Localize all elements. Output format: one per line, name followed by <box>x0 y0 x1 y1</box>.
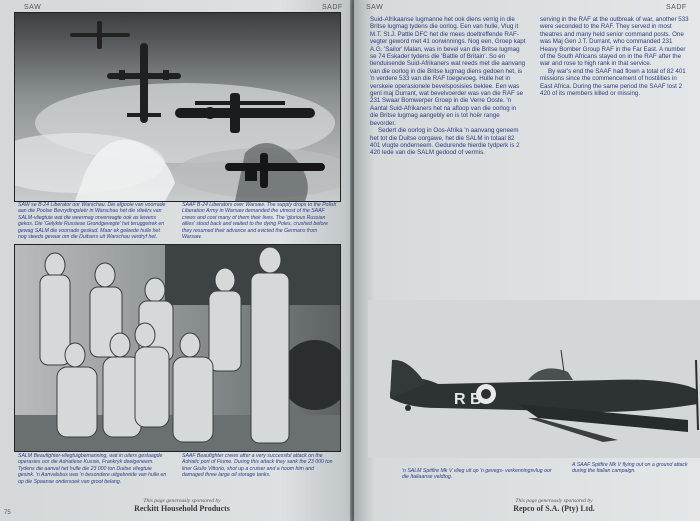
left-footer-sponsor-name: Reckitt Household Products <box>134 504 230 513</box>
caption-spitfire-afrikaans: 'n SALM Spitfire Mk V vlieg uit op 'n gevegs- verkenningsvlug oor die Italiaanse veldtog. <box>402 468 552 481</box>
photo-spitfire <box>368 300 700 458</box>
right-header-left: SAW <box>366 4 384 11</box>
right-header-right: SADF <box>666 4 687 11</box>
caption-bottom-afrikaans: SALM Beaufighter-vliegtuigbemanning, wat in uiters geslaagde operasies oor die Adriatiese Kussie, Frankryk deelgeneem. Tydens die aanval het hulle die 23 000 ton Duitse vliegtuie gesink. 'n Aanvalsbus was 'n besondere uitgebreide van hulle en op die Spaanse ondersoek van groot belang. <box>18 453 167 485</box>
body-col-afrikaans-p1: Suid-Afrikaanse lugmanne het ook diens verrig in die Britse lugmag tydens die oorlog. Een van hulle, Vlug it M.T. St.J. Pattle DFC het die mees doeltreffende RAF-vegter geword met 41 oorwinnings. Nog een, Groep kapt A.G. 'Sailor' Malan, was in bevel van die Britse lugmag se 74 Eskader tydens die 'Battle of Britain'. So en tienduisende Suid-Afrikaners wat reeds met die aanvang van die oorlog in die Britse lugmag diens gedoen het, is 'n verdere 533 van die RAF toegevoeg. Hulle het in verskeie operasionele bevelsposisies beklee. Een was genl maj Durrant, wat bevelvoerder was van die RAF se 231 Swaar Bomwerper Groep in die Verre Ooste. 'n Aantal Suid-Afrikaners het na afloop van die oorlog in die Britse lugmag aangebly en is tot hoër range bevorder. <box>370 16 526 127</box>
left-page-number: 75 <box>4 510 11 516</box>
left-footer-sponsor <box>92 498 272 513</box>
caption-bottom-english: SAAF Beaufighter crews after a very successful attack on the Adriatic port of Fiume. During this attack they sank the 23 000 ton liner Giulio Vittorio, shot up a cruiser and a hoom him and damaged three large oil storage tanks. <box>182 453 333 479</box>
left-footer-sponsor-line: This page generously sponsored by <box>143 498 221 504</box>
right-footer-sponsor-line: This page generously sponsored by <box>515 498 593 504</box>
caption-spitfire-english: A SAAF Spitfire Mk V flying out on a ground attack during the Italian campaign. <box>572 462 688 475</box>
left-header-left: SAW <box>24 4 42 11</box>
photo-bombers-over-warsaw <box>14 12 341 202</box>
body-col-english-p2: By war's end the SAAF had flown a total of 82 401 missions since the commencement of hostilities in East Africa. During the same period the SAAF lost 2 420 of its members killed or missing. <box>540 67 686 98</box>
right-footer-sponsor <box>474 498 634 513</box>
left-header-right: SADF <box>322 4 343 11</box>
body-col-english <box>540 16 690 97</box>
body-col-afrikaans <box>370 16 526 157</box>
body-col-afrikaans-p2: Sedert die oorlog in Oos-Afrika 'n aanvang geneem het tot die Duitse oorgawe, het die SALM in totaal 82 401 vlugte onderneem. Gedurende hierdie tydperk is 2 420 lede van die SALM gedood of vermis. <box>370 127 520 157</box>
caption-top-afrikaans: SAW se B-24 Liberator oor Warschau. Die afgooie van voorrade aan die Poolse Bevrydingsleër in Warschau het die vlieërs van SALM-vliegtuie wat die weermag onverwagte ook as lewens gekos. Die 'Gelykte Russiese Grondgevegte' het teruggetrek en gewag SALM die voorrade geskud. Maar ek geleede hulle het nog steeds gevaar om die Duitsers uit Warschau verdryf het. <box>18 202 166 241</box>
body-col-english-p1: serving in the RAF at the outbreak of war, another 533 were seconded to the RAF. They served in most theatres and many held senior command posts. One was Maj Gen J.T. Durrant, who commanded 231 Heavy Bomber Group RAF in the Far East. A number of the South Africans stayed on in the RAF after the war and rose to high rank in that service. <box>540 16 689 68</box>
aircraft-markings: R B <box>454 391 482 408</box>
right-footer-sponsor-name: Repco of S.A. (Pty) Ltd. <box>513 504 595 513</box>
photo-beaufighter-crews <box>14 244 341 452</box>
caption-top-english: SAAF B-24 Liberators over Warsaw. The supply drops to the Polish Liberation Army in Warsaw demanded the utmost of the SAAF crews and cost many of them their lives. The 'glorious Russian allies' stood back and waited to the dying Poles, crushed before they resumed their advance and evicted the Germans from Warsaw. <box>182 202 337 241</box>
right-page <box>354 0 700 521</box>
